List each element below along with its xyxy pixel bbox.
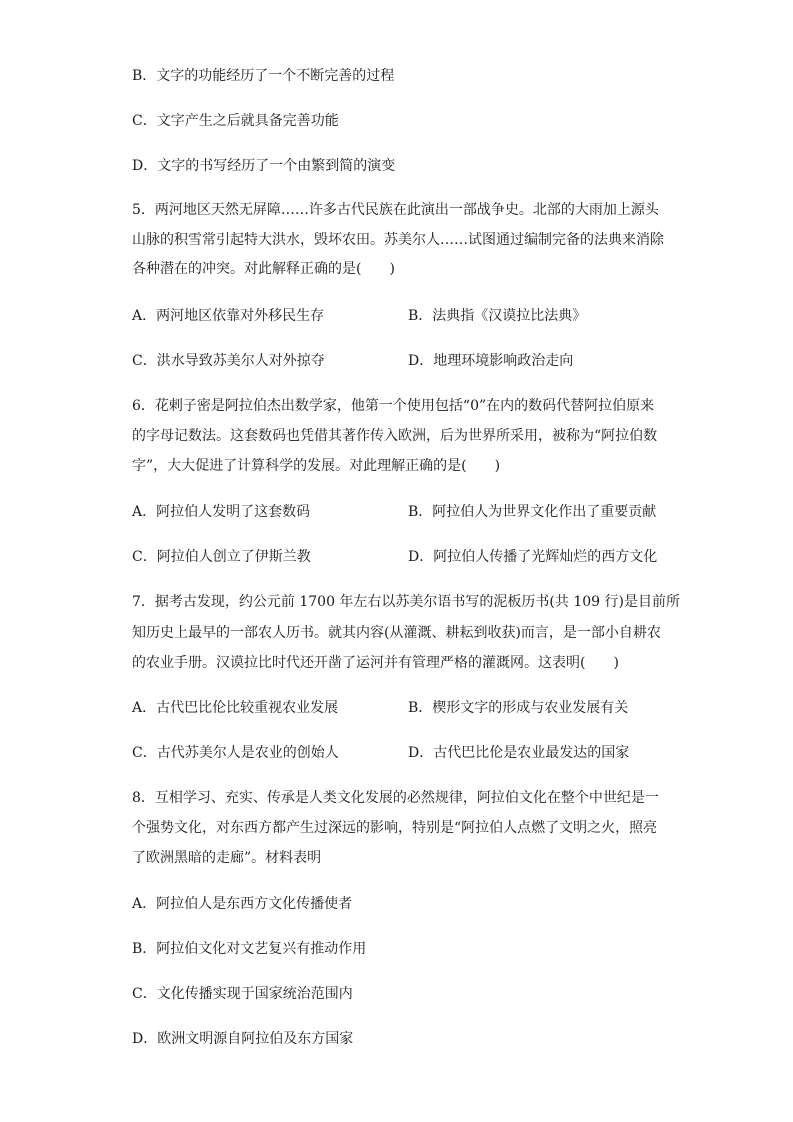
q6-option-a: A．阿拉伯人发明了这套数码 <box>132 504 311 520</box>
q6-stem-line-3: 字”，大大促进了计算科学的发展。对此理解正确的是( ) <box>132 458 501 474</box>
q7-stem-line-2: 知历史上最早的一部农人历书。就其内容(从灌溉、耕耘到收获)而言，是一部小自耕农 <box>132 625 661 641</box>
q8-option-c: C．文化传播实现于国家统治范围内 <box>132 986 353 1002</box>
q8-option-d: D．欧洲文明源自阿拉伯及东方国家 <box>132 1031 354 1047</box>
q7-stem-line-1: 7．据考古发现，约公元前 1700 年左右以苏美尔语书写的泥板历书(共 109 行)是目前所 <box>132 594 680 610</box>
q6-option-b: B．阿拉伯人为世界文化作出了重要贡献 <box>408 504 657 520</box>
q4-option-c: C．文字产生之后就具备完善功能 <box>132 113 339 129</box>
q6-stem-line-2: 的字母记数法。这套数码也凭借其著作传入欧洲，后为世界所采用，被称为“阿拉伯数 <box>132 428 658 444</box>
q8-option-a: A．阿拉伯人是东西方文化传播使者 <box>132 896 353 912</box>
q6-option-c: C．阿拉伯人创立了伊斯兰教 <box>132 549 311 565</box>
q4-option-b: B．文字的功能经历了一个不断完善的过程 <box>132 68 395 84</box>
q7-option-c: C．古代苏美尔人是农业的创始人 <box>132 745 339 761</box>
q7-option-d: D．古代巴比伦是农业最发达的国家 <box>408 745 630 761</box>
q8-stem-line-1: 8．互相学习、充实、传承是人类文化发展的必然规律，阿拉伯文化在整个中世纪是一 <box>132 790 659 806</box>
q5-option-a: A．两河地区依靠对外移民生存 <box>132 308 325 324</box>
q5-option-b: B．法典指《汉谟拉比法典》 <box>408 308 587 324</box>
q6-stem-line-1: 6．花剌子密是阿拉伯杰出数学家，他第一个使用包括“0”在内的数码代替阿拉伯原来 <box>132 398 655 414</box>
q7-option-b: B．楔形文字的形成与农业发展有关 <box>408 700 629 716</box>
q5-option-c: C．洪水导致苏美尔人对外掠夺 <box>132 353 325 369</box>
q5-option-d: D．地理环境影响政治走向 <box>408 353 574 369</box>
q5-stem-line-2: 山脉的积雪常引起特大洪水，毁坏农田。苏美尔人……试图通过编制完备的法典来消除 <box>132 232 664 248</box>
q7-stem-line-3: 的农业手册。汉谟拉比时代还开凿了运河并有管理严格的灌溉网。这表明( ) <box>132 655 619 671</box>
q8-stem-line-2: 个强势文化，对东西方都产生过深远的影响，特别是“阿拉伯人点燃了文明之火，照亮 <box>132 820 658 836</box>
q5-stem-line-3: 各种潜在的冲突。对此解释正确的是( ) <box>132 261 395 277</box>
q7-option-a: A．古代巴比伦比较重视农业发展 <box>132 700 339 716</box>
q8-stem-line-3: 了欧洲黑暗的走廊”。材料表明 <box>132 850 322 866</box>
q4-option-d: D．文字的书写经历了一个由繁到简的演变 <box>132 158 396 174</box>
q6-option-d: D．阿拉伯人传播了光辉灿烂的西方文化 <box>408 549 658 565</box>
q5-stem-line-1: 5．两河地区天然无屏障……许多古代民族在此演出一部战争史。北部的大雨加上源头 <box>132 202 659 218</box>
q8-option-b: B．阿拉伯文化对文艺复兴有推动作用 <box>132 941 367 957</box>
